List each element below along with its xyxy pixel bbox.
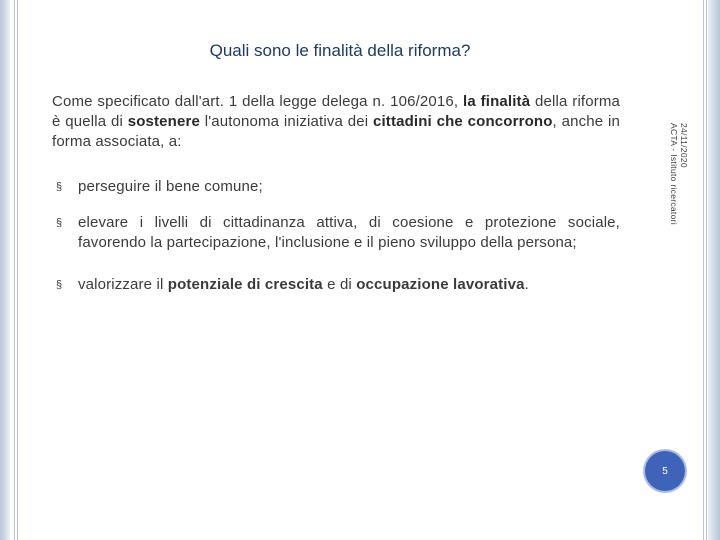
- bullet-text-3-bold-2: occupazione lavorativa: [356, 276, 525, 293]
- side-organization: ACTA - Istituto ricercatori: [669, 123, 679, 225]
- intro-text-4: , anche in forma associata, a:: [52, 113, 620, 150]
- bullet-item-2: [52, 213, 620, 253]
- intro-bold-3: cittadini che concorrono: [372, 113, 553, 130]
- bullet-text-3-bold-1: potenziale di crescita: [167, 276, 323, 293]
- left-rule: [14, 0, 15, 540]
- bullet-item-3: [52, 275, 620, 295]
- left-decor-strip: [0, 0, 10, 540]
- right-decor-strip: [708, 0, 720, 540]
- bullet-text-2: elevare i livelli di cittadinanza attiva, di coesione e protezione sociale, favorendo la partecipazione, l'inclusione e il pieno sviluppo della persona;: [78, 214, 620, 251]
- slide-title: Quali sono le finalità della riforma?: [209, 41, 471, 60]
- bullet-text-3-pre: valorizzare il: [78, 276, 168, 293]
- bullet-text-3-mid: e di: [322, 276, 357, 293]
- page-number-badge: [645, 451, 685, 491]
- left-rule-inner: [17, 0, 18, 540]
- intro-text-3: l'autonoma iniziativa dei: [199, 113, 373, 130]
- bullet-item-1: [52, 177, 620, 197]
- bullet-marker: §: [56, 217, 63, 229]
- intro-bold-1: la finalità: [463, 93, 531, 110]
- bullet-text-3-end: .: [524, 276, 529, 293]
- bullet-text-1: perseguire il bene comune;: [78, 178, 263, 195]
- right-rule: [706, 0, 707, 540]
- side-footer: [667, 123, 689, 323]
- intro-paragraph: [52, 92, 620, 152]
- intro-bold-2: sostenere: [127, 113, 200, 130]
- intro-text-2: della riforma è quella di: [52, 93, 621, 130]
- slide-body: [52, 92, 620, 295]
- bullet-marker: §: [56, 181, 63, 193]
- bullet-marker: §: [56, 279, 63, 291]
- page-number: 5: [662, 465, 668, 477]
- intro-text-1: Come specificato dall'art. 1 della legge delega n. 106/2016,: [52, 93, 464, 110]
- side-date: 24/11/2020: [679, 123, 689, 168]
- right-rule-inner: [703, 0, 704, 540]
